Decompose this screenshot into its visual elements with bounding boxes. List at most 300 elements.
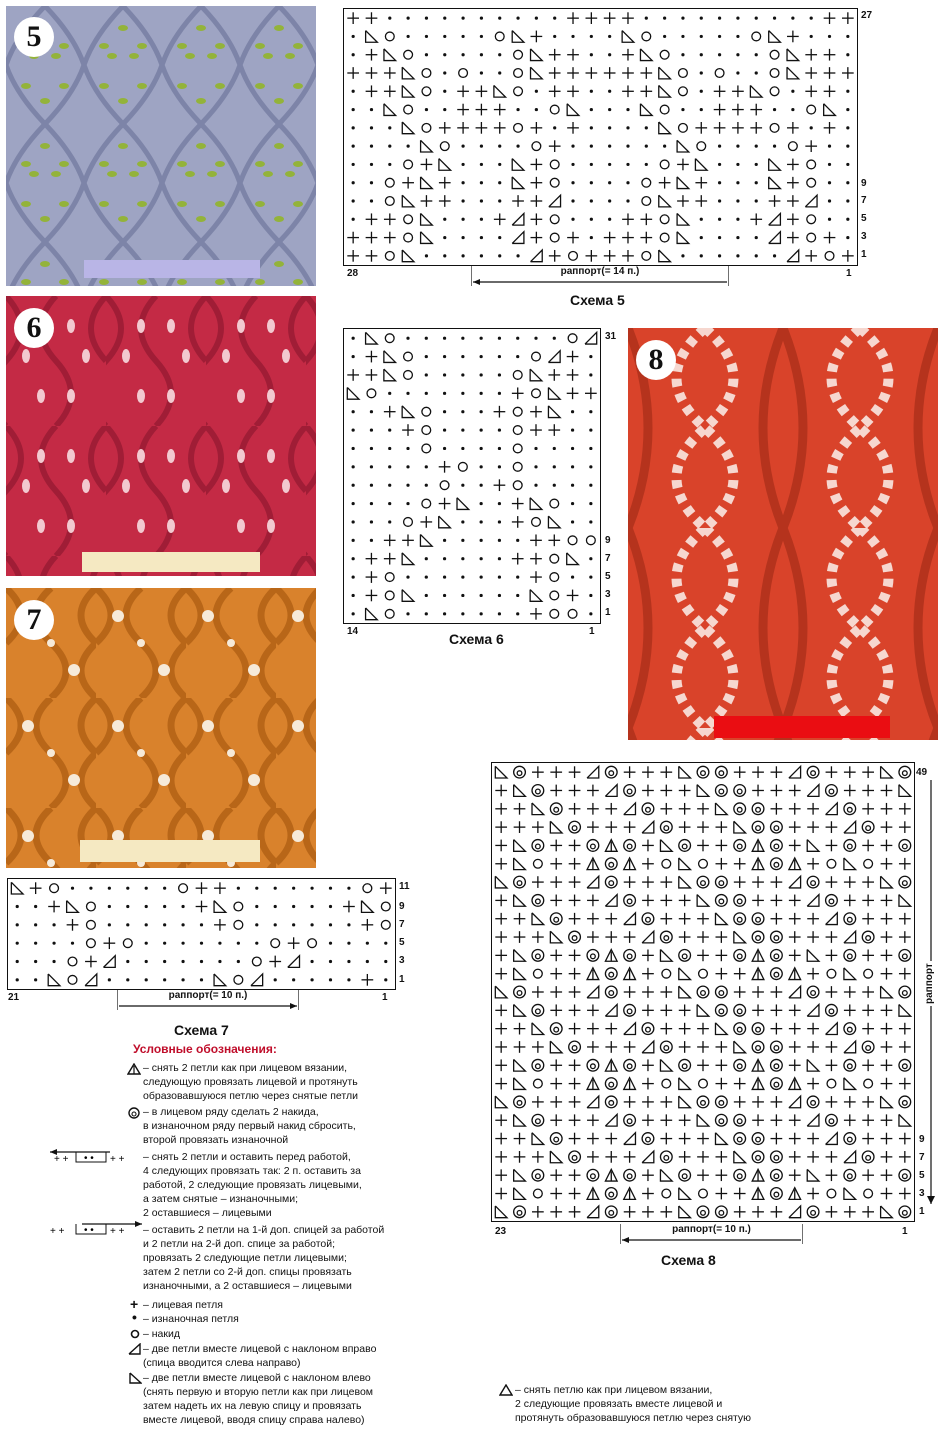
s8-stitch	[495, 1169, 507, 1181]
s7-stitch	[329, 887, 332, 890]
s8-stitch	[752, 785, 764, 797]
s8-stitch	[899, 1004, 911, 1016]
scheme6-col-right: 1	[589, 626, 595, 637]
s5-stitch	[425, 17, 428, 20]
s8-stitch	[514, 931, 526, 943]
s8-stitch	[715, 876, 727, 888]
s5-stitch	[659, 195, 671, 207]
s8-stitch	[789, 858, 801, 870]
s6-stitch	[384, 534, 396, 546]
s5-stitch	[476, 85, 488, 97]
s6-stitch	[439, 516, 451, 528]
s8-stitch	[862, 895, 874, 907]
s5-stitch	[755, 199, 758, 202]
s5-stitch	[752, 32, 761, 41]
s8-stitch	[532, 1023, 544, 1035]
scheme5-row-7: 7	[861, 195, 867, 206]
s6-stitch	[534, 337, 537, 340]
s8-stitch	[495, 895, 507, 907]
s8-stitch	[752, 1114, 764, 1126]
s8-stitch	[642, 821, 654, 833]
s5-stitch	[828, 35, 831, 38]
s5-stitch	[516, 108, 519, 111]
s6-stitch	[422, 407, 431, 416]
s8-stitch	[899, 949, 911, 961]
s7-stitch	[343, 901, 355, 913]
s8-stitch	[495, 1078, 507, 1090]
s5-stitch	[732, 85, 744, 97]
s8-stitch	[734, 1041, 746, 1053]
s8-stitch	[514, 913, 526, 925]
s8-stitch	[605, 931, 617, 943]
s8-stitch	[715, 913, 727, 925]
s8-stitch	[569, 1023, 581, 1035]
s7-stitch	[179, 884, 188, 893]
s5-stitch	[695, 122, 707, 134]
s5-stitch	[787, 49, 799, 61]
s8-stitch	[734, 766, 746, 778]
s7-stitch	[71, 887, 74, 890]
legend-item-8: – две петли вместе лицевой с наклоном вправо (спица вводится слева направо)	[143, 1343, 377, 1369]
s8-stitch	[550, 821, 562, 833]
s7-stitch	[366, 960, 369, 963]
s5-stitch	[677, 232, 689, 244]
s8-stitch	[826, 1004, 838, 1016]
s8-stitch	[734, 803, 746, 815]
s8-stitch	[642, 766, 654, 778]
s8-stitch	[660, 1133, 672, 1145]
s8-stitch	[605, 1114, 617, 1126]
s8-stitch	[771, 986, 783, 998]
s5-stitch	[736, 35, 739, 38]
s8-stitch	[605, 895, 617, 907]
s8-stitch	[587, 1004, 599, 1016]
s5-stitch	[550, 160, 559, 169]
s6-stitch	[550, 591, 559, 600]
s5-stitch	[443, 90, 446, 93]
s7-stitch	[89, 887, 92, 890]
s8-stitch	[605, 1188, 617, 1200]
s6-stitch	[370, 484, 373, 487]
s8-stitch	[514, 803, 526, 815]
s7-stitch	[255, 942, 258, 945]
s7-stitch	[361, 919, 373, 931]
s6-stitch	[388, 502, 391, 505]
s7-stitch	[52, 960, 55, 963]
s8-stitch	[642, 785, 654, 797]
s7-stitch	[163, 960, 166, 963]
s5-stitch	[567, 232, 579, 244]
s5-stitch	[461, 145, 464, 148]
s5-stitch	[571, 163, 574, 166]
s5-stitch	[736, 181, 739, 184]
s8-stitch	[495, 913, 507, 925]
s5-stitch	[422, 123, 431, 132]
s8-stitch	[569, 1004, 581, 1016]
s8-stitch	[899, 968, 911, 980]
s5-stitch	[480, 53, 483, 56]
s8-stitch	[752, 986, 764, 998]
s8-stitch	[715, 840, 727, 852]
s8-stitch	[532, 840, 544, 852]
s8-stitch	[862, 986, 874, 998]
s8-stitch	[532, 803, 544, 815]
s8-stitch	[660, 1169, 672, 1181]
s8-stitch	[624, 1133, 636, 1145]
s8-stitch	[734, 858, 746, 870]
s8-stitch	[734, 1023, 746, 1035]
s6-stitch	[443, 428, 446, 431]
svg-text:+ +: + +	[50, 1226, 65, 1236]
s6-stitch	[366, 351, 378, 363]
s5-stitch	[736, 17, 739, 20]
s6-stitch	[458, 462, 467, 471]
s6-stitch	[513, 444, 522, 453]
s7-stitch	[347, 942, 350, 945]
s6-stitch	[425, 465, 428, 468]
s5-stitch	[736, 218, 739, 221]
s8-stitch	[495, 1004, 507, 1016]
s5-stitch	[370, 126, 373, 129]
s8-stitch	[624, 931, 636, 943]
s8-stitch	[624, 1004, 636, 1016]
s5-stitch	[407, 17, 410, 20]
s7-stitch	[30, 882, 42, 894]
s7-stitch	[252, 957, 261, 966]
scheme6-grid	[343, 328, 601, 624]
s8-stitch	[697, 840, 709, 852]
s8-stitch	[881, 840, 893, 852]
s8-stitch	[624, 949, 636, 961]
s7-stitch	[329, 978, 332, 981]
s8-stitch	[532, 1133, 544, 1145]
s5-stitch	[590, 90, 593, 93]
s7-stitch	[34, 905, 37, 908]
s8-stitch	[660, 876, 672, 888]
s5-stitch	[567, 104, 579, 116]
s5-stitch	[498, 181, 501, 184]
s8-stitch	[624, 821, 636, 833]
s7-stitch	[214, 901, 226, 913]
s7-stitch	[163, 923, 166, 926]
s6-stitch	[589, 447, 592, 450]
s8-stitch	[715, 1059, 727, 1071]
s5-stitch	[384, 67, 396, 79]
s5-stitch	[626, 145, 629, 148]
s6-stitch	[480, 428, 483, 431]
s6-stitch	[568, 536, 577, 545]
s5-stitch	[846, 163, 849, 166]
s5-stitch	[608, 53, 611, 56]
s6-stitch	[480, 502, 483, 505]
s6-stitch	[494, 479, 506, 491]
s8-stitch	[495, 821, 507, 833]
s6-stitch	[402, 534, 414, 546]
s8-stitch	[569, 968, 581, 980]
s8-stitch	[605, 1041, 617, 1053]
s5-stitch	[718, 17, 721, 20]
s8-stitch	[532, 821, 544, 833]
s5-stitch	[824, 12, 836, 24]
s8-stitch	[679, 1059, 691, 1071]
s6-stitch	[352, 520, 355, 523]
s5-stitch	[622, 12, 634, 24]
s6-stitch	[589, 410, 592, 413]
s8-stitch	[844, 766, 856, 778]
s8-stitch	[771, 968, 783, 980]
s8-stitch	[624, 1096, 636, 1108]
s8-stitch	[771, 913, 783, 925]
legend-item-5: – лицевая петля	[143, 1299, 223, 1311]
s8-stitch	[587, 840, 599, 852]
s6-stitch	[443, 337, 446, 340]
s6-stitch	[548, 424, 560, 436]
svg-text:• •: • •	[84, 1153, 94, 1164]
s7-stitch	[34, 978, 37, 981]
s7-stitch	[87, 920, 96, 929]
s8-stitch	[642, 1188, 654, 1200]
s5-stitch	[695, 195, 707, 207]
s8-stitch	[862, 913, 874, 925]
s8-stitch	[514, 821, 526, 833]
s7-stitch	[214, 882, 226, 894]
s8-stitch	[752, 913, 764, 925]
scheme8-title: Схема 8	[661, 1252, 716, 1268]
s5-stitch	[828, 181, 831, 184]
s8-stitch	[514, 1151, 526, 1163]
s8-stitch	[881, 803, 893, 815]
s8-stitch	[807, 1169, 819, 1181]
s8-stitch	[715, 931, 727, 943]
s5-stitch	[553, 126, 556, 129]
s8-stitch	[734, 821, 746, 833]
s6-stitch	[498, 502, 501, 505]
s5-stitch	[439, 122, 451, 134]
s5-stitch	[498, 53, 501, 56]
s5-stitch	[769, 195, 781, 207]
s8-stitch	[605, 858, 617, 870]
s7-stitch	[71, 942, 74, 945]
s5-stitch	[590, 126, 593, 129]
s5-stitch	[404, 50, 413, 59]
s6-stitch	[498, 520, 501, 523]
s5-stitch	[352, 199, 355, 202]
s5-stitch	[553, 35, 556, 38]
s5-stitch	[773, 17, 776, 20]
s6-stitch	[461, 410, 464, 413]
s8-stitch	[827, 1189, 836, 1198]
s8-stitch	[899, 1096, 911, 1108]
s8-stitch	[844, 1169, 856, 1181]
s7-stitch	[87, 902, 96, 911]
s8-stitch	[605, 876, 617, 888]
s6-stitch	[480, 465, 483, 468]
s5-stitch	[590, 236, 593, 239]
s5-stitch	[640, 104, 652, 116]
s5-stitch	[805, 195, 817, 207]
s8-stitch	[514, 968, 526, 980]
s8-stitch	[881, 949, 893, 961]
s8-stitch	[605, 913, 617, 925]
s5-stitch	[750, 85, 762, 97]
s7-stitch	[163, 942, 166, 945]
s6-stitch	[461, 557, 464, 560]
s6-stitch	[384, 406, 396, 418]
s8-stitch	[514, 1169, 526, 1181]
s8-stitch	[660, 931, 672, 943]
s5-stitch	[770, 69, 779, 78]
s8-stitch	[532, 949, 544, 961]
s8-stitch	[899, 803, 911, 815]
s5-stitch	[567, 67, 579, 79]
s5-stitch	[457, 122, 469, 134]
s8-stitch	[771, 1151, 783, 1163]
s7-stitch	[310, 905, 313, 908]
s8-stitch	[881, 1206, 893, 1218]
s5-stitch	[590, 181, 593, 184]
scheme7-row-5: 5	[399, 937, 405, 948]
scheme5-title: Схема 5	[570, 292, 625, 308]
svg-text:+ +: + +	[54, 1154, 69, 1164]
s8-stitch	[734, 968, 746, 980]
s6-stitch	[494, 406, 506, 418]
s5-stitch	[677, 159, 689, 171]
s8-stitch	[550, 895, 562, 907]
s5-stitch	[604, 232, 616, 244]
s6-stitch	[589, 520, 592, 523]
s7-stitch	[271, 939, 280, 948]
s8-stitch	[807, 803, 819, 815]
s5-stitch	[645, 145, 648, 148]
s8-stitch	[807, 1133, 819, 1145]
s8-stitch	[844, 931, 856, 943]
s6-stitch	[530, 498, 542, 510]
s8-stitch	[771, 803, 783, 815]
s5-stitch	[480, 181, 483, 184]
s5-stitch	[755, 53, 758, 56]
s8-stitch	[662, 1079, 671, 1088]
s8-stitch	[697, 931, 709, 943]
s6-stitch	[425, 575, 428, 578]
s8-stitch	[679, 766, 691, 778]
scheme6-row-3: 3	[605, 589, 611, 600]
s5-stitch	[388, 17, 391, 20]
s8-stitch	[807, 858, 819, 870]
s8-stitch	[605, 1023, 617, 1035]
s5-stitch	[718, 145, 721, 148]
s5-stitch	[531, 49, 543, 61]
s5-stitch	[736, 145, 739, 148]
s8-stitch	[881, 986, 893, 998]
s8-stitch	[642, 968, 654, 980]
s8-stitch	[734, 876, 746, 888]
s6-stitch	[443, 373, 446, 376]
s8-stitch	[715, 1169, 727, 1181]
scheme6-row-7: 7	[605, 553, 611, 564]
s5-stitch	[385, 197, 394, 206]
s6-stitch	[553, 465, 556, 468]
s7-stitch	[288, 956, 300, 968]
swatch-number-5: 5	[14, 17, 54, 57]
s8-stitch	[807, 968, 819, 980]
s5-stitch	[626, 108, 629, 111]
s8-stitch	[734, 1096, 746, 1108]
s5-stitch	[352, 126, 355, 129]
s8-stitch	[789, 785, 801, 797]
s8-stitch	[532, 1169, 544, 1181]
s6-stitch	[425, 594, 428, 597]
s8-stitch	[862, 931, 874, 943]
s8-stitch	[899, 1188, 911, 1200]
s8-stitch	[752, 1169, 764, 1181]
s6-stitch	[534, 484, 537, 487]
s8-stitch	[864, 859, 873, 868]
scheme8-col-right: 1	[902, 1226, 908, 1237]
s8-stitch	[752, 1133, 764, 1145]
s6-stitch	[457, 498, 469, 510]
s8-stitch	[532, 785, 544, 797]
s8-stitch	[679, 803, 691, 815]
s8-stitch	[862, 876, 874, 888]
s8-stitch	[495, 1133, 507, 1145]
s5-stitch	[714, 85, 726, 97]
s8-stitch	[844, 1096, 856, 1108]
s8-stitch	[624, 968, 636, 980]
s8-stitch	[807, 821, 819, 833]
s8-stitch	[899, 766, 911, 778]
s6-stitch	[461, 539, 464, 542]
s8-stitch	[715, 1096, 727, 1108]
s8-stitch	[807, 785, 819, 797]
s5-stitch	[608, 199, 611, 202]
s8-stitch	[587, 1114, 599, 1126]
s7-stitch	[85, 974, 97, 986]
s8-stitch	[550, 986, 562, 998]
s8-stitch	[569, 821, 581, 833]
s6-stitch	[516, 594, 519, 597]
s8-stitch	[660, 949, 672, 961]
s6-stitch	[406, 484, 409, 487]
s8-stitch	[605, 803, 617, 815]
s8-stitch	[532, 913, 544, 925]
s8-stitch	[862, 766, 874, 778]
s8-stitch	[844, 1041, 856, 1053]
s6-stitch	[498, 373, 501, 376]
s8-stitch	[771, 858, 783, 870]
s8-stitch	[881, 785, 893, 797]
s6-stitch	[589, 557, 592, 560]
s6-stitch	[388, 465, 391, 468]
s8-stitch	[533, 969, 542, 978]
s5-stitch	[769, 159, 781, 171]
s6-stitch	[443, 612, 446, 615]
s8-stitch	[624, 1059, 636, 1071]
s7-stitch	[68, 957, 77, 966]
s5-stitch	[425, 53, 428, 56]
s8-stitch	[587, 895, 599, 907]
s8-stitch	[587, 931, 599, 943]
s5-stitch	[571, 145, 574, 148]
s5-stitch	[642, 197, 651, 206]
s5-stitch	[366, 232, 378, 244]
s8-stitch	[826, 1023, 838, 1035]
s8-stitch	[587, 858, 599, 870]
swatch-photo-8	[628, 328, 938, 740]
s5-stitch	[571, 181, 574, 184]
s5-stitch	[807, 215, 816, 224]
s8-stitch	[807, 949, 819, 961]
s8-stitch	[624, 803, 636, 815]
